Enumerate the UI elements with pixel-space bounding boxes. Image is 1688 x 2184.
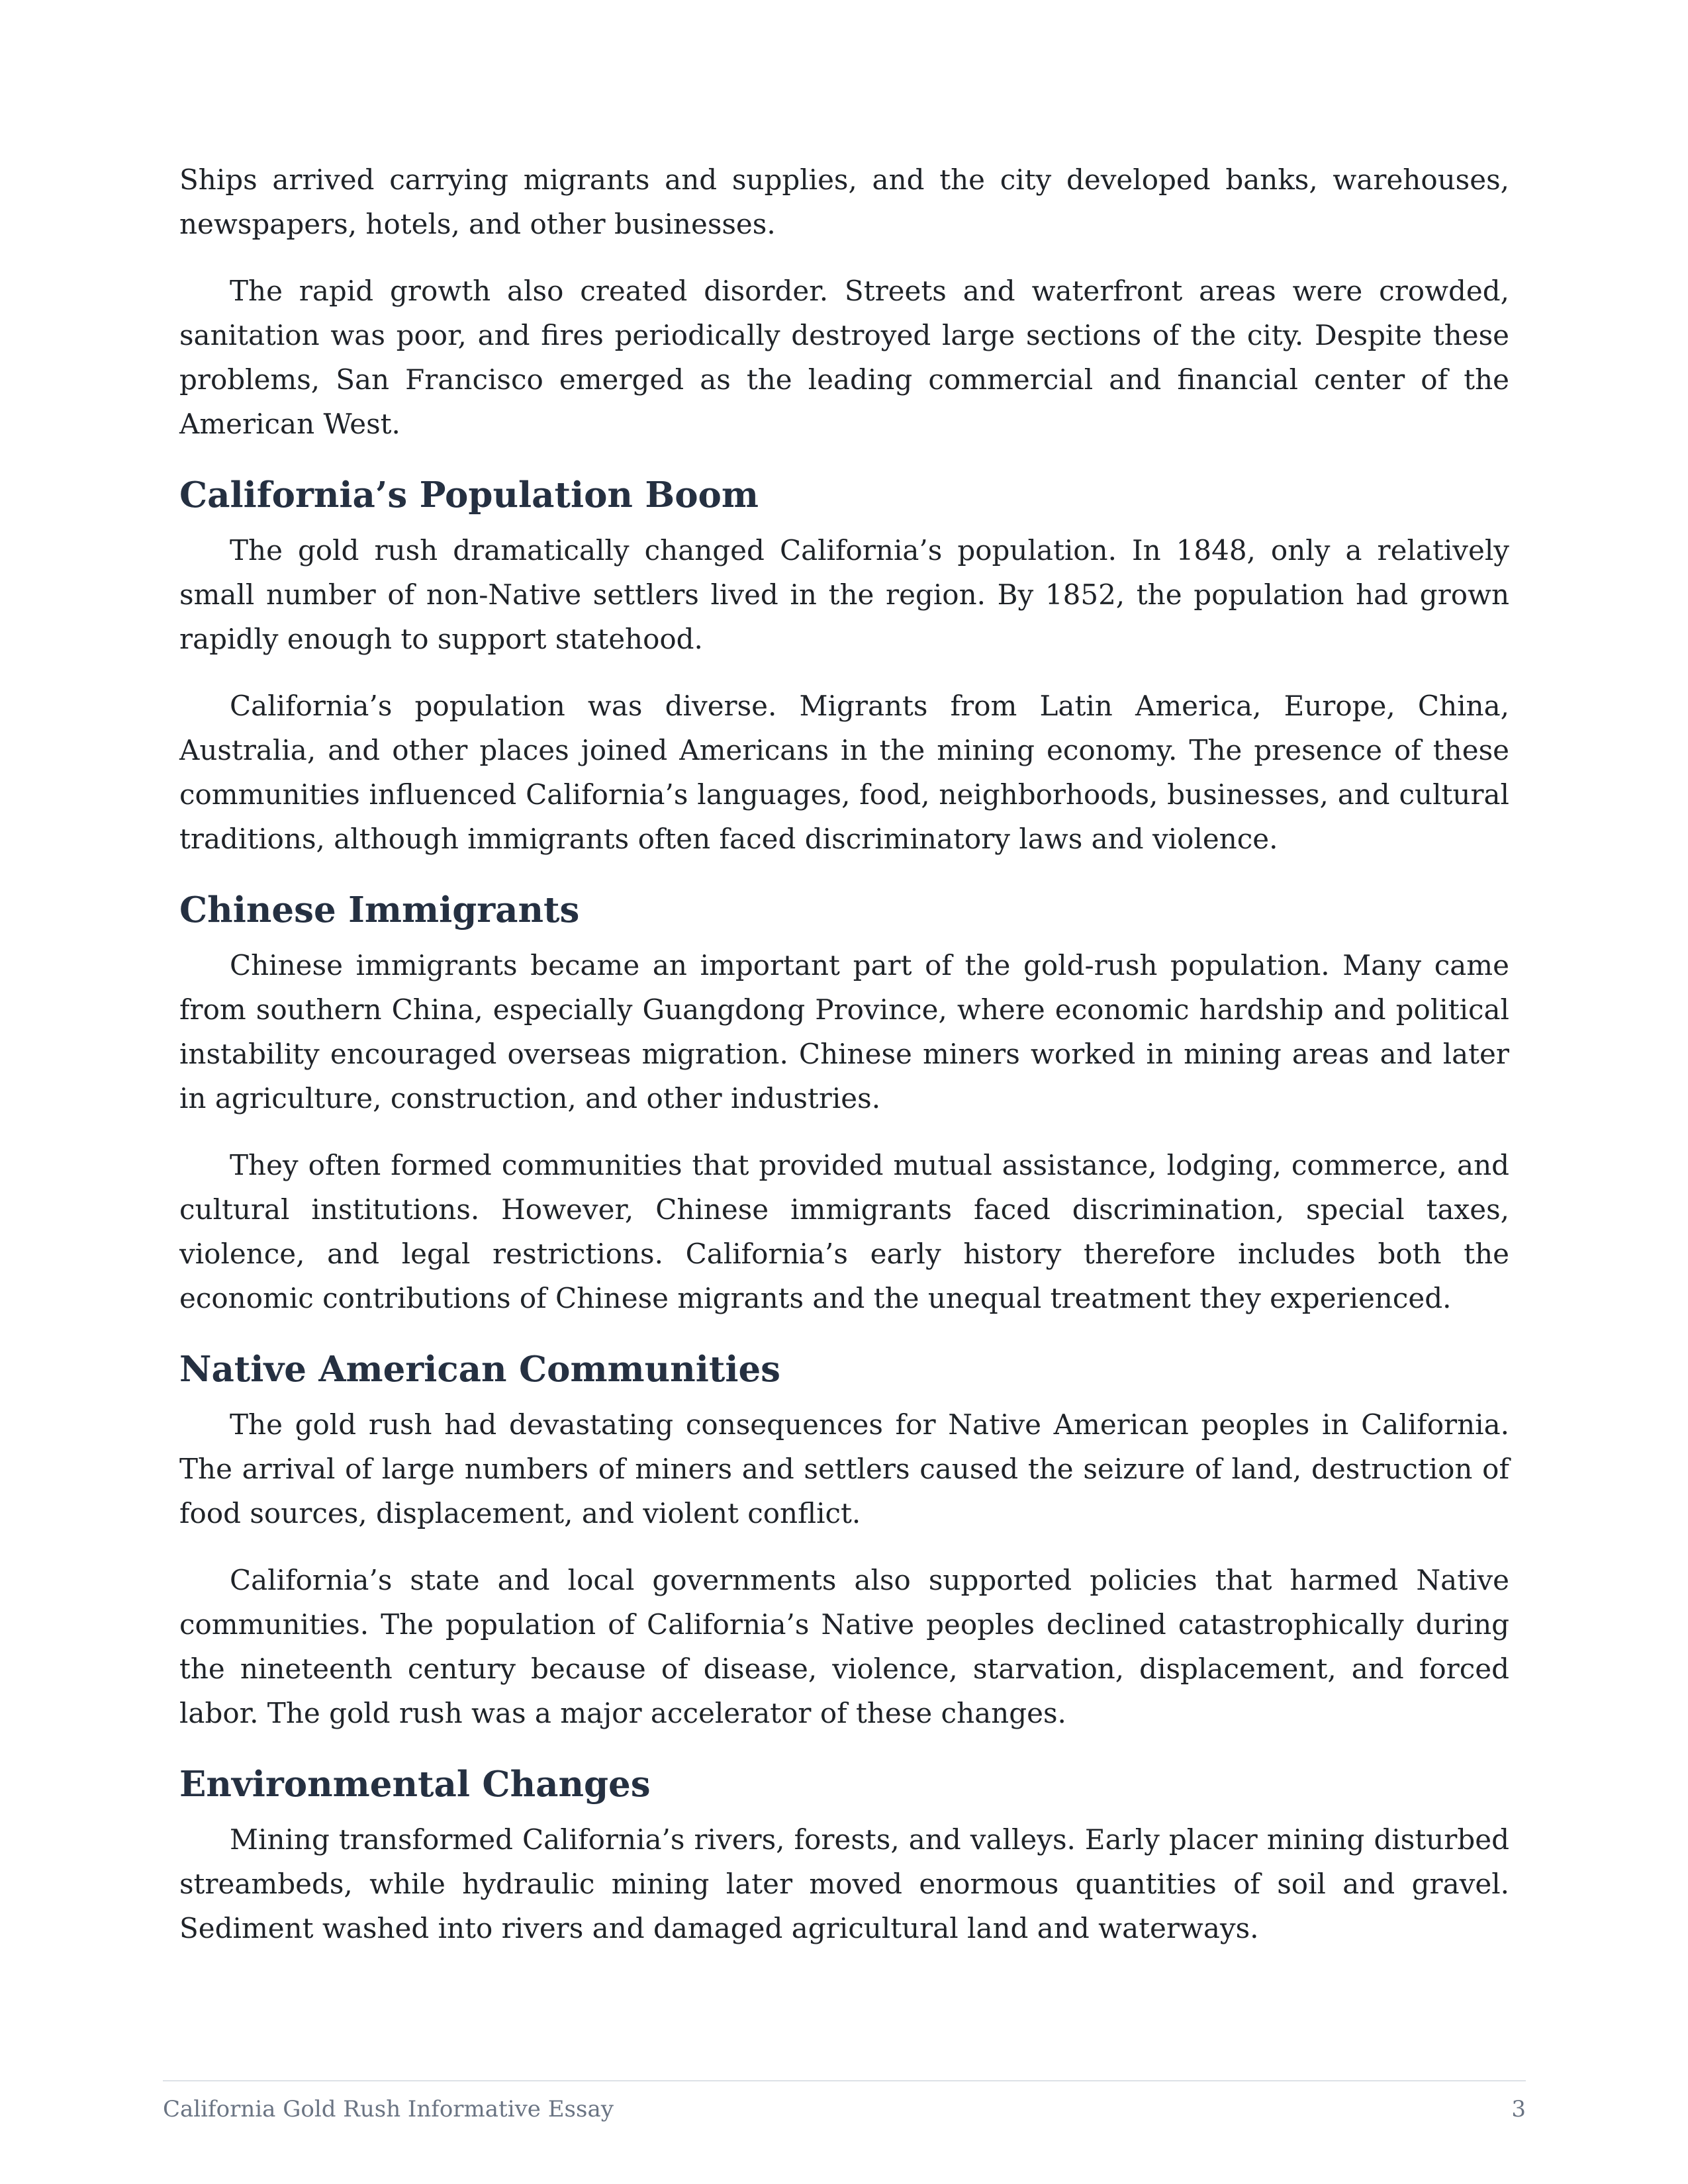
section-heading-chinese-immigrants: Chinese Immigrants (179, 889, 580, 931)
body-paragraph: They often formed communities that provided mutual assistance, lodging, commerce, and cultural institutions. However, Chinese immigrants faced discrimination, special taxes, violence, and legal restrictions. California’s early history therefore includes both the economic contributions of Chinese migrants and the unequal treatment they experienced. (179, 1149, 1509, 1314)
page-footer (163, 2080, 1526, 2122)
body-paragraph: The rapid growth also created disorder. Streets and waterfront areas were crowded, sanitation was poor, and fires periodically destroyed large sections of the city. Despite these problems, San Francisco emerged as the leading commercial and financial center of the American West. (179, 275, 1509, 440)
page-number: 3 (1511, 2096, 1526, 2122)
body-paragraph: California’s population was diverse. Migrants from Latin America, Europe, China, Australia, and other places joined Americans in the mining economy. The presence of these communities influenced California’s languages, food, neighborhoods, businesses, and cultural traditions, although immigrants often faced discriminatory laws and violence. (179, 690, 1509, 855)
body-paragraph: The gold rush dramatically changed California’s population. In 1848, only a relatively small number of non-Native settlers lived in the region. By 1852, the population had grown rapidly enough to support statehood. (179, 534, 1509, 655)
body-paragraph: Ships arrived carrying migrants and supplies, and the city developed banks, warehouses, newspapers, hotels, and other businesses. (179, 163, 1509, 240)
body-paragraph: California’s state and local governments also supported policies that harmed Native communities. The population of California’s Native peoples declined catastrophically during the nineteenth century because of disease, violence, starvation, displacement, and forced labor. The gold rush was a major accelerator of these changes. (179, 1564, 1509, 1729)
footer-title: California Gold Rush Informative Essay (163, 2096, 614, 2122)
section-heading-environmental-changes: Environmental Changes (179, 1764, 651, 1805)
body-paragraph: Mining transformed California’s rivers, forests, and valleys. Early placer mining disturbed streambeds, while hydraulic mining later moved enormous quantities of soil and gravel. Sediment washed into rivers and damaged agricultural land and waterways. (179, 1823, 1509, 1944)
body-paragraph: The gold rush had devastating consequences for Native American peoples in California. The arrival of large numbers of miners and settlers caused the seizure of land, destruction of food sources, displacement, and violent conflict. (179, 1408, 1509, 1529)
section-heading-native-american-communities: Native American Communities (179, 1349, 781, 1390)
section-heading-population-boom: California’s Population Boom (179, 475, 759, 516)
body-paragraph: Chinese immigrants became an important part of the gold-rush population. Many came from southern China, especially Guangdong Province, where economic hardship and political instability encouraged overseas migration. Chinese miners worked in mining areas and later in agriculture, construction, and other industries. (179, 949, 1509, 1115)
page-content (179, 158, 1509, 1973)
